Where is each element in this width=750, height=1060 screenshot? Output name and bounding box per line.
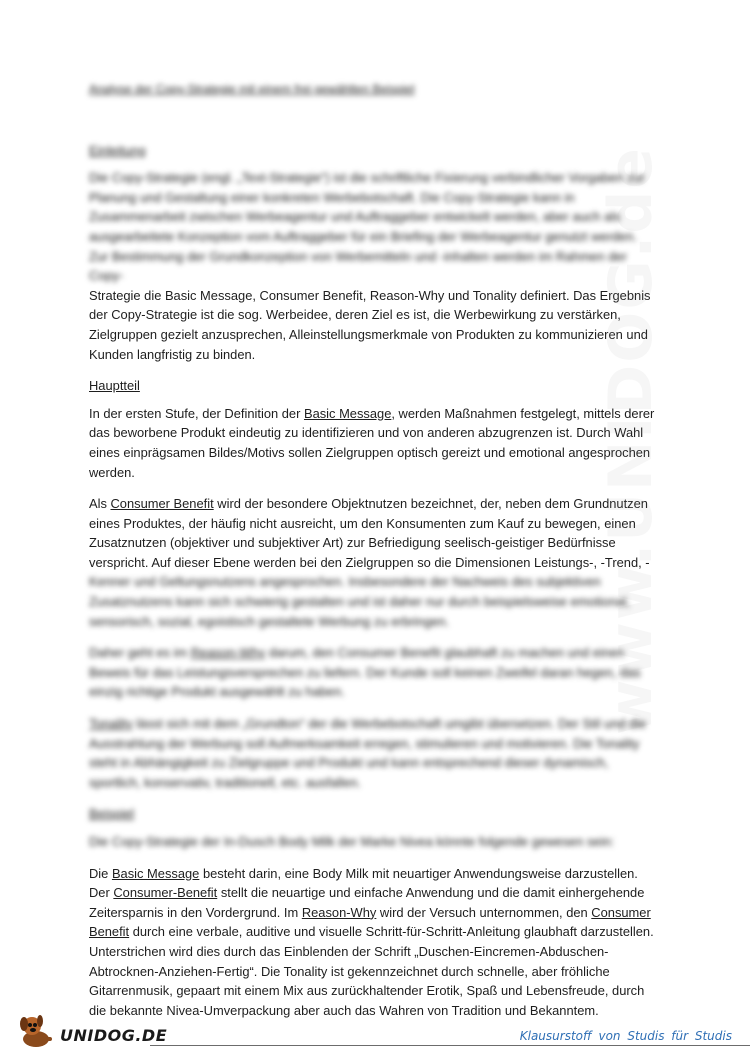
einleitung-blurred-text: Die Copy-Strategie (engl. „Text-Strategie“) ist die schriftliche Fixierung verbindlicher Vorgaben zur Planung und Gestaltung einer konkreten Werbebotschaft. Die Copy-Strategie kann in Zusammenarbeit zwischen Werbeagentur und Auftraggeber entwickelt werden, aber auch als ausgearbeitete Konzeption vom Auftraggeber für ein Briefing der Werbeagentur genutzt werden. Zur Bestimmung der Grundkonzeption von Werbemitteln und -inhalten werden im Rahmen der Copy- — [89, 170, 645, 284]
paragraph-einleitung — [89, 168, 659, 364]
document-body — [89, 80, 659, 1032]
term-consumer-benefit: Consumer-Benefit — [113, 885, 218, 901]
text-span: darum, den Consumer Benefit glaubhaft zu machen und einen Beweis für das Leistungsversprechen zu liefern. Der Kunde soll keinen Zweifel daran hegen, das einzig richtige Produkt ausgewählt zu haben. — [89, 645, 641, 700]
paragraph-basic-message — [89, 404, 659, 482]
heading-einleitung: Einleitung — [89, 142, 146, 158]
heading-hauptteil: Hauptteil — [89, 378, 140, 394]
document-title: Analyse der Copy-Strategie mit einem frei gewählten Beispiel — [89, 82, 415, 96]
text-span: , werden Maßnahmen festgelegt, mittels derer das beworbene Produkt eindeutig zu identifizieren und von anderen abzugrenzen ist. Durch Wahl eines einprägsamen Bildes/Motivs sollen Zielgruppen optisch gereizt und emotional angesprochen werden. — [89, 405, 655, 480]
term-reason-why: Reason-Why — [301, 904, 377, 920]
term-basic-message: Basic Message — [303, 405, 392, 421]
text-span: durch eine verbale, auditive und visuelle Schritt-für-Schritt-Anleitung glaubhaft darzustellen. Unterstrichen wird dies durch das Einblenden der Schrift „Duschen-Eincremen-Abduschen-Abtrocknen-Anziehen-Fertig“. Die Tonality ist gekennzeichnet durch schnelle, aber fröhliche Gitarrenmusik, gepaart mit einem Mix aus zurückhaltender Erotik, Spaß und Lebensfreude, durch die bekannte Nivea-Umverpackung aber auch das Wahren von Tradition und Bekanntem. — [89, 924, 654, 1018]
text-span: lässt sich mit dem „Grundton“ der die Werbebotschaft umgibt übersetzen. Der Stil und die Ausstrahlung der Werbung soll Aufmerksamkeit erregen, stimulieren und motivieren. Die Tonality steht in Abhängigkeit zu Zielgruppe und Produkt und kann entsprechend dieser dynamisch, sportlich, konservativ, traditionell, etc. ausfallen. — [89, 716, 647, 790]
text-span: In der ersten Stufe, der Definition der — [89, 405, 304, 421]
unidog-logo[interactable] — [14, 1012, 168, 1050]
heading-beispiel: Beispiel — [89, 806, 135, 822]
text-span: wird der Versuch unternommen, den — [376, 904, 592, 920]
text-span: stellt die neuartige und einfache Anwendung und die damit einhergehende Zeitersparnis in den Vordergrund. Im — [89, 885, 645, 920]
beispiel-intro: Die Copy-Strategie der In-Dusch Body Milk der Marke Nivea könnte folgende gewesen sein: — [89, 834, 615, 849]
footer-divider — [150, 1045, 750, 1046]
logo-text: UNIDOG.DE — [60, 1026, 168, 1045]
text-span: Als — [89, 496, 111, 512]
term-tonality: Tonality — [89, 716, 133, 732]
paragraph-tonality — [89, 714, 659, 792]
einleitung-clear-text: Strategie die Basic Message, Consumer Benefit, Reason-Why und Tonality definiert. Das Ergebnis der Copy-Strategie ist die sog. Werbeidee, deren Ziel es ist, die Werbewirkung zu verstärken, Zielgruppen gezielt anzusprechen, Alleinstellungsmerkmale von Produkten zu kommunizieren und Kunden langfristig zu binden. — [89, 287, 651, 362]
term-reason-why: Reason-Why — [190, 645, 266, 661]
consumer-benefit-blurred-text: Kenner und Geltungsnutzens angesprochen. Insbesondere der Nachweis des subjektiven Zusatznutzens kann sich schwierig gestalten und ist daher nur durch beispielsweise emotional, sensorisch, sozial, egoistisch gestaltete Werbung zu erbringen. — [89, 574, 630, 629]
watermark: www.UNIDOG.de — [596, 146, 666, 735]
paragraph-reason-why — [89, 643, 659, 702]
paragraph-beispiel — [89, 864, 659, 1021]
text-span: wird der besondere Objektnutzen bezeichnet, der, neben dem Grundnutzen eines Produktes, der häufig nicht ausreicht, um den Konsumenten zum Kauf zu bewegen, einen Zusatznutzen (objektiver und subjektiver Art) zur Befriedigung seelisch-geistiger Bedürfnisse verspricht. Auf dieser Ebene werden bei den Zielgruppen so die Dimensionen Leistungs-, -Trend, - — [89, 496, 650, 570]
footer-tagline: Klausurstoff von Studis für Studis — [519, 1029, 732, 1043]
text-span: Daher geht es im — [89, 645, 191, 661]
term-consumer-benefit: Consumer Benefit — [110, 496, 214, 512]
text-span: Die — [89, 865, 112, 881]
dog-mascot-icon — [14, 1012, 58, 1050]
paragraph-consumer-benefit — [89, 494, 659, 631]
term-basic-message: Basic Message — [111, 865, 200, 881]
text-span: besteht darin, eine Body Milk mit neuartiger Anwendungsweise darzustellen. Der — [89, 865, 638, 901]
term-consumer-benefit: Consumer Benefit — [89, 904, 651, 940]
